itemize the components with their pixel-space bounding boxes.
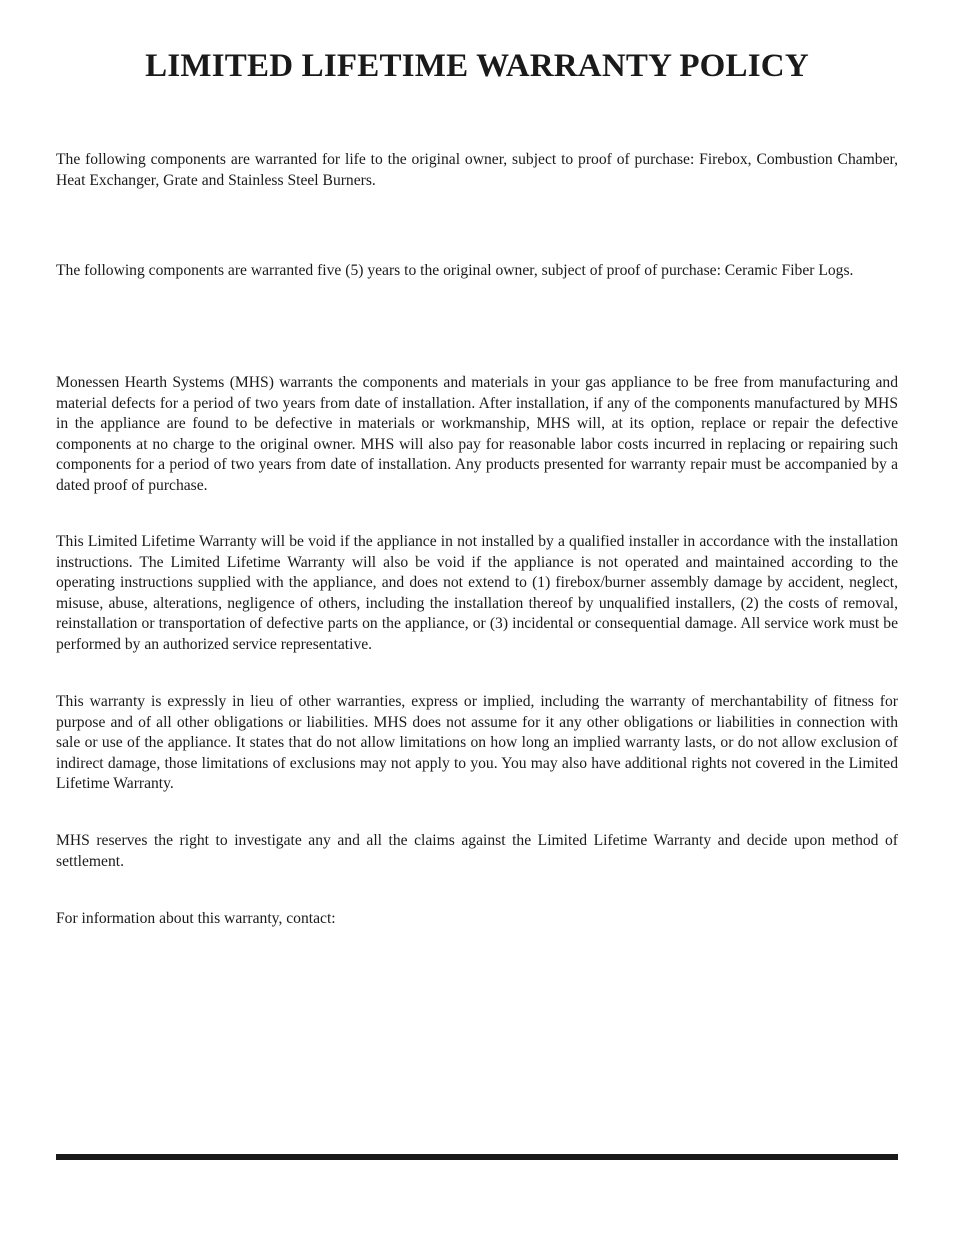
exclusive-warranty-paragraph: This warranty is expressly in lieu of other warranties, express or implied, including the warranty of merchantability of fitness for purpose and of all other obligations or liabilities. MHS does not assume for it any other obligations or liabilities in connection with sale or use of the appliance. It states that do not allow limitations on how long an implied warranty lasts, or do not allow exclusion of indirect damage, those limitations of exclusions may not apply to you. You may also have additional rights not covered in the Limited Lifetime Warranty. [56, 693, 898, 792]
two-year-warranty-paragraph: Monessen Hearth Systems (MHS) warrants the components and materials in your gas appliance to be free from manufacturing and material defects for a period of two years from date of installation. After installation, if any of the components manufactured by MHS in the appliance are found to be defective in materials or workmanship, MHS will, at its option, replace or repair the defective components at no charge to the original owner. MHS will also pay for reasonable labor costs incurred in replacing or repairing such components for a period of two years from date of installation. Any products presented for warranty repair must be accompanied by a dated proof of purchase. [56, 374, 898, 494]
contact-info-paragraph: For information about this warranty, contact: [56, 910, 336, 927]
void-conditions-paragraph: This Limited Lifetime Warranty will be void if the appliance in not installed by a qualified installer in accordance with the installation instructions. The Limited Lifetime Warranty will also be void if the appliance is not operated and maintained according to the operating instructions supplied with the appliance, and does not extend to (1) firebox/burner assembly damage by accident, neglect, misuse, abuse, alterations, negligence of others, including the installation thereof by unqualified installers, (2) the costs of removal, reinstallation or transportation of defective parts on the appliance, or (3) incidental or consequential damage. All service work must be performed by an authorized service representative. [56, 533, 898, 653]
lifetime-components-paragraph: The following components are warranted for life to the original owner, subject to proof of purchase: Firebox, Combustion Chamber, Heat Exchanger, Grate and Stainless Steel Burners. [56, 151, 898, 189]
page-title: LIMITED LIFETIME WARRANTY POLICY [145, 48, 809, 84]
claims-investigation-paragraph: MHS reserves the right to investigate any and all the claims against the Limited Lifetime Warranty and decide upon method of settlement. [56, 832, 898, 870]
five-year-components-paragraph: The following components are warranted five (5) years to the original owner, subject of proof of purchase: Ceramic Fiber Logs. [56, 262, 854, 279]
bottom-divider [56, 1154, 898, 1160]
